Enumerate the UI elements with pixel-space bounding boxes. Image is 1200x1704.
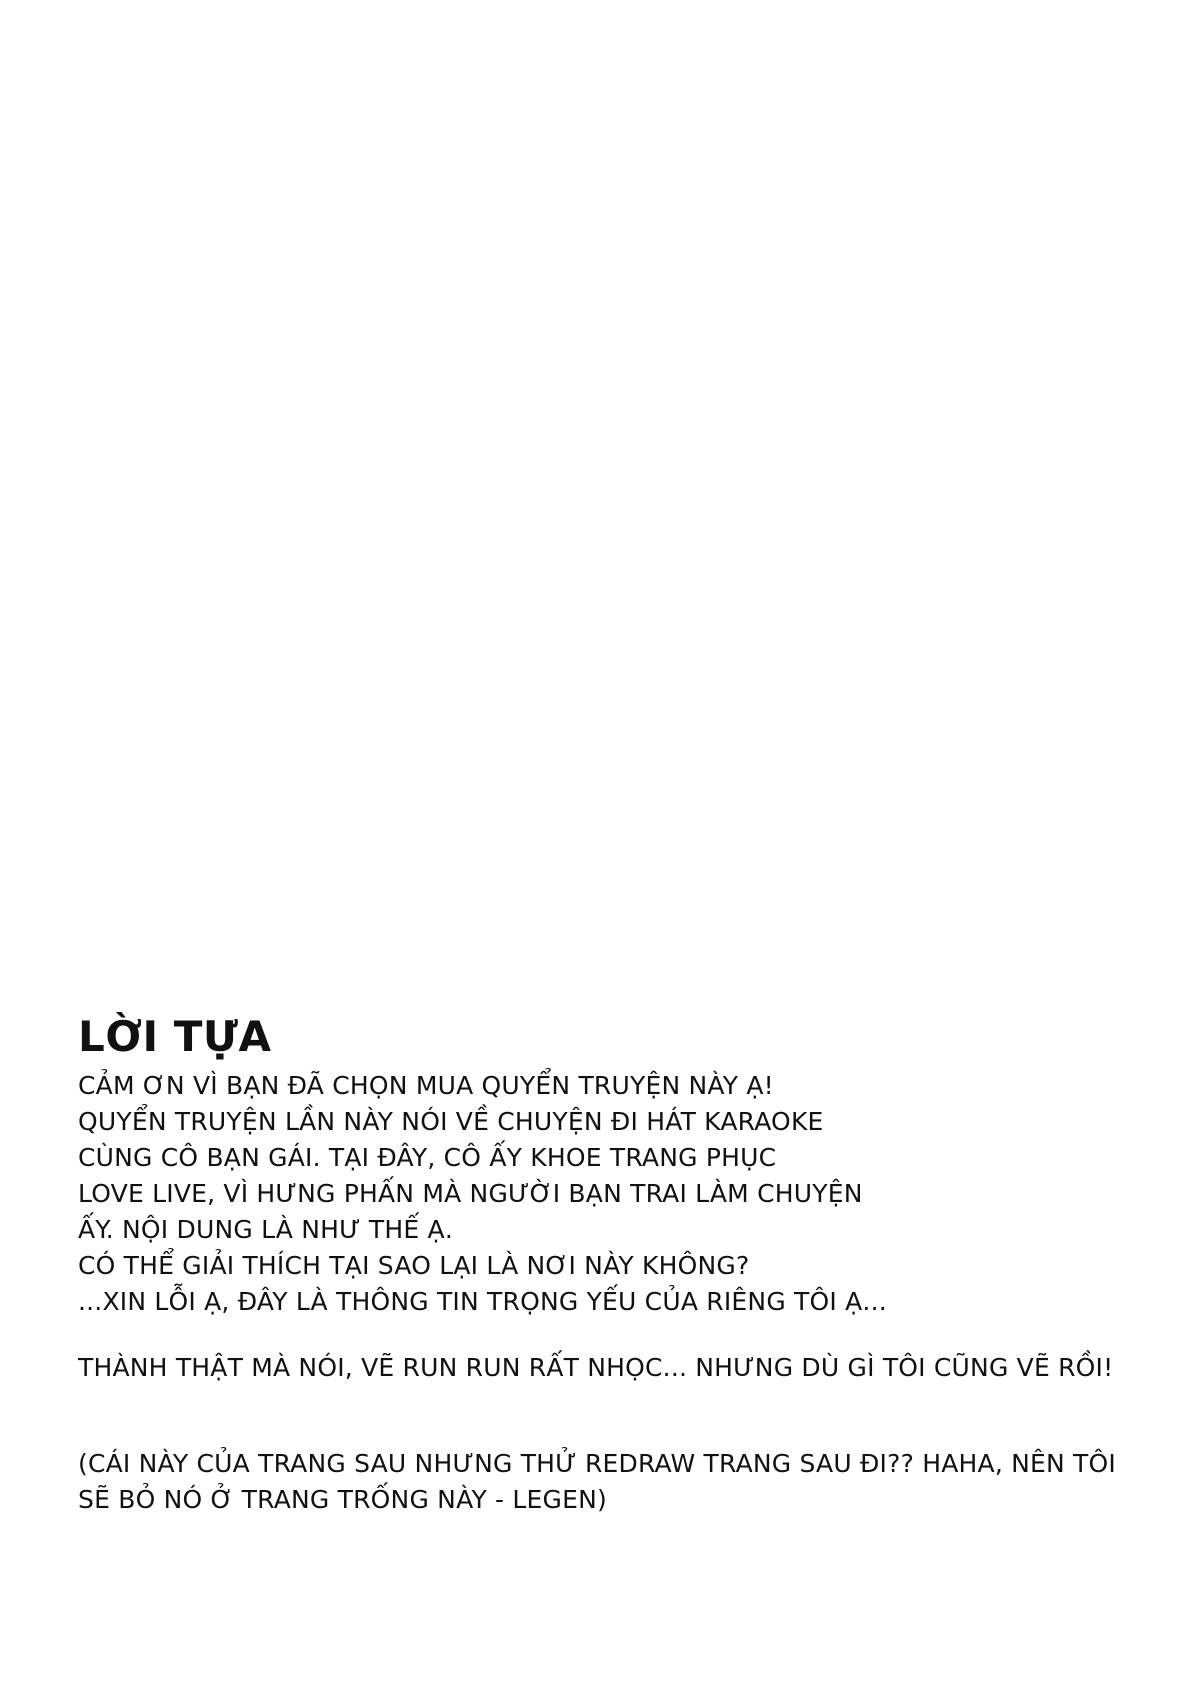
preface-title: LỜI TỰA: [78, 1012, 272, 1061]
translator-note-line: (CÁI NÀY CỦA TRANG SAU NHƯNG THỬ REDRAW TRANG SAU ĐI?? HAHA, NÊN TÔI: [78, 1449, 1116, 1478]
preface-block: [78, 1010, 1138, 1518]
preface-line: CÙNG CÔ BẠN GÁI. TẠI ĐÂY, CÔ ẤY KHOE TRANG PHỤC: [78, 1143, 777, 1172]
paragraph-spacer: [78, 1320, 1138, 1350]
preface-line: ẤY. NỘI DUNG LÀ NHƯ THẾ Ạ.: [78, 1215, 453, 1244]
translator-note-line: SẼ BỎ NÓ Ở TRANG TRỐNG NÀY - LEGEN): [78, 1485, 607, 1514]
preface-line: ...XIN LỖI Ạ, ĐÂY LÀ THÔNG TIN TRỌNG YẾU CỦA RIÊNG TÔI Ạ...: [78, 1287, 887, 1316]
preface-line: CÓ THỂ GIẢI THÍCH TẠI SAO LẠI LÀ NƠI NÀY KHÔNG?: [78, 1251, 750, 1280]
preface-line: CẢM ƠN VÌ BẠN ĐÃ CHỌN MUA QUYỂN TRUYỆN NÀY Ạ!: [78, 1071, 774, 1100]
paragraph-spacer: [78, 1386, 1138, 1446]
preface-closing-line: THÀNH THẬT MÀ NÓI, VẼ RUN RUN RẤT NHỌC... NHƯNG DÙ GÌ TÔI CŨNG VẼ RỒI!: [78, 1353, 1114, 1382]
preface-line: LOVE LIVE, VÌ HƯNG PHẤN MÀ NGƯỜI BẠN TRAI LÀM CHUYỆN: [78, 1179, 863, 1208]
preface-line: QUYỂN TRUYỆN LẦN NÀY NÓI VỀ CHUYỆN ĐI HÁT KARAOKE: [78, 1107, 824, 1136]
